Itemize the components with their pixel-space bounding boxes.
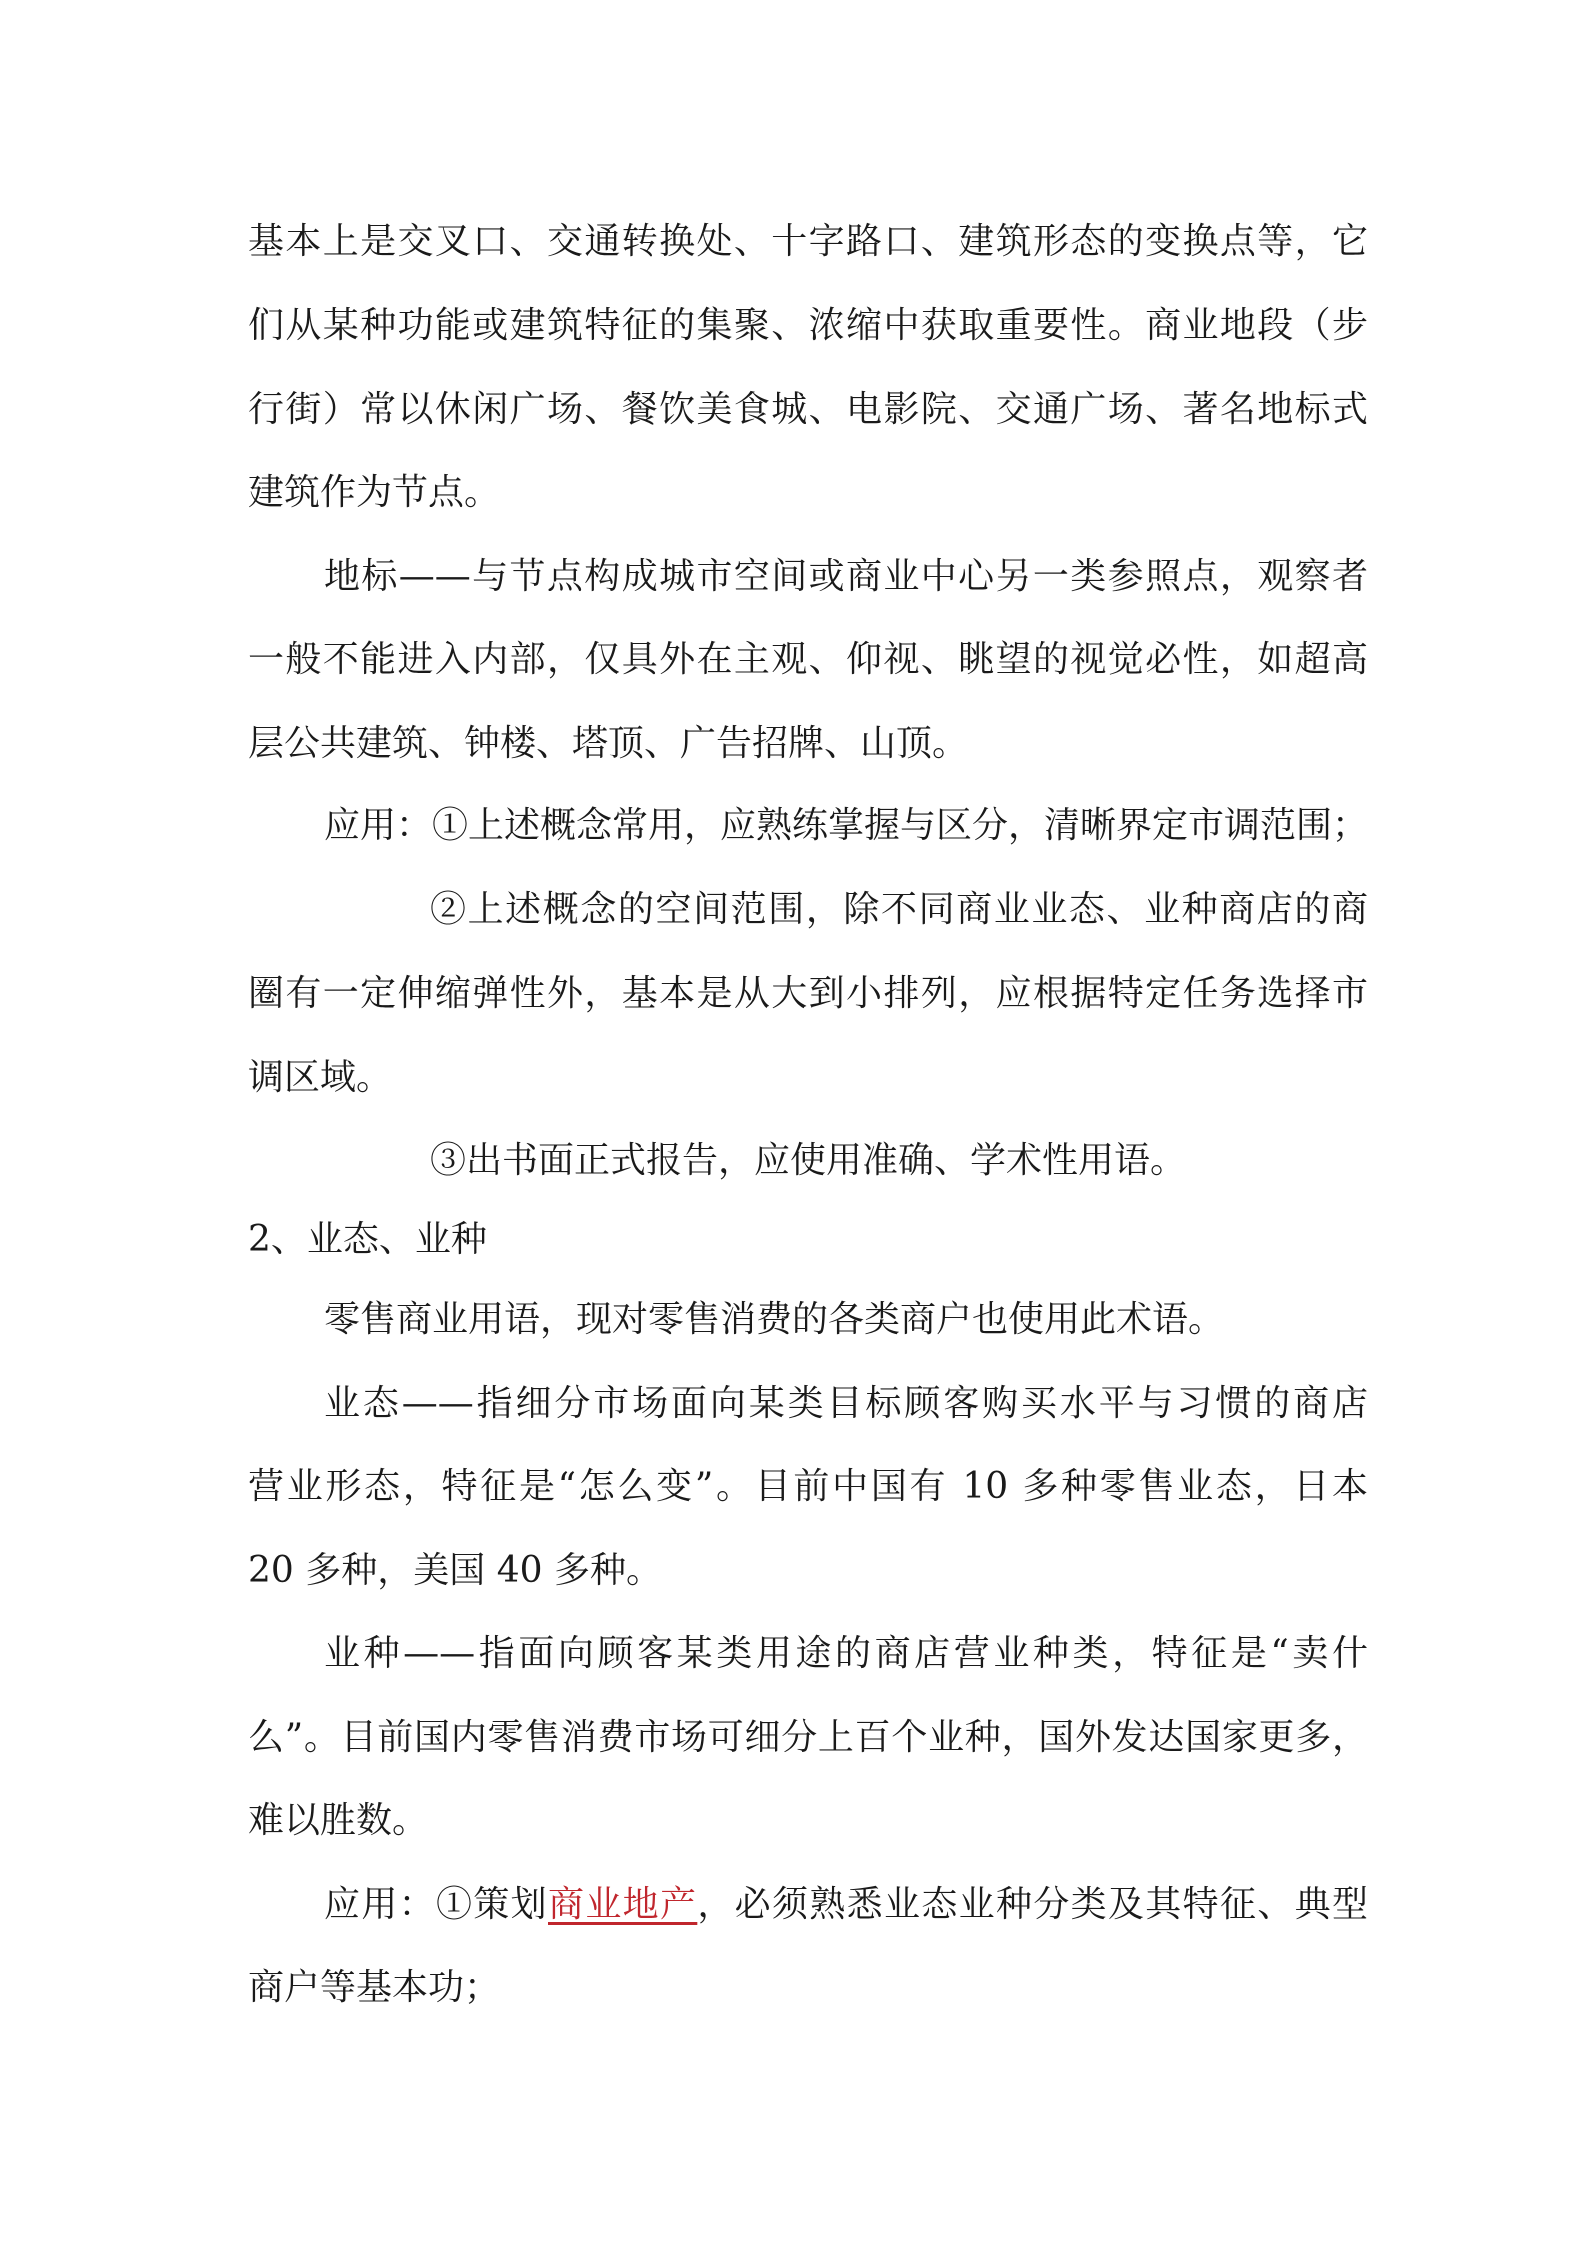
text-line: ③出书面正式报告，应使用准确、学术性用语。: [430, 1140, 1187, 1181]
text-line: 圈有一定伸缩弹性外，基本是从大到小排列，应根据特定任务选择市: [248, 973, 1368, 1014]
text-line: 难以胜数。: [248, 1800, 429, 1841]
text-line: 应用：①上述概念常用，应熟练掌握与区分，清晰界定市调范围；: [324, 805, 1369, 846]
text-line: 么”。目前国内零售消费市场可细分上百个业种，国外发达国家更多，: [248, 1717, 1368, 1758]
text-line: 业态——指细分市场面向某类目标顾客购买水平与习惯的商店: [324, 1383, 1368, 1424]
text-line: 们从某种功能或建筑特征的集聚、浓缩中获取重要性。商业地段（步: [248, 305, 1368, 346]
text-line: 基本上是交叉口、交通转换处、十字路口、建筑形态的变换点等，它: [248, 221, 1368, 262]
text-span: ，必须熟悉业态业种分类及其特征、典型: [697, 1884, 1368, 1925]
text-line: 调区域。: [248, 1057, 393, 1098]
text-line: 行街）常以休闲广场、餐饮美食城、电影院、交通广场、著名地标式: [248, 389, 1368, 430]
text-line: 营业形态，特征是“怎么变”。目前中国有 10 多种零售业态，日本: [248, 1466, 1368, 1507]
text-line: 业种——指面向顾客某类用途的商店营业种类，特征是“卖什: [324, 1633, 1368, 1674]
text-span: 应用：①策划: [324, 1884, 548, 1925]
commercial-real-estate-link[interactable]: 商业地产: [548, 1884, 698, 1925]
text-line: 一般不能进入内部，仅具外在主观、仰视、眺望的视觉必性，如超高: [248, 639, 1368, 680]
text-line: ②上述概念的空间范围，除不同商业业态、业种商店的商: [430, 889, 1368, 930]
text-line: 零售商业用语，现对零售消费的各类商户也使用此术语。: [324, 1299, 1225, 1340]
text-line-with-link: [324, 1883, 1368, 1927]
section-heading: 2、业态、业种: [248, 1219, 487, 1260]
text-line: 商户等基本功；: [248, 1967, 501, 2008]
text-line: 建筑作为节点。: [248, 472, 501, 513]
text-line: 20 多种，美国 40 多种。: [248, 1550, 662, 1591]
text-line: 地标——与节点构成城市空间或商业中心另一类参照点，观察者: [324, 556, 1368, 597]
text-line: 层公共建筑、钟楼、塔顶、广告招牌、山顶。: [248, 723, 969, 764]
